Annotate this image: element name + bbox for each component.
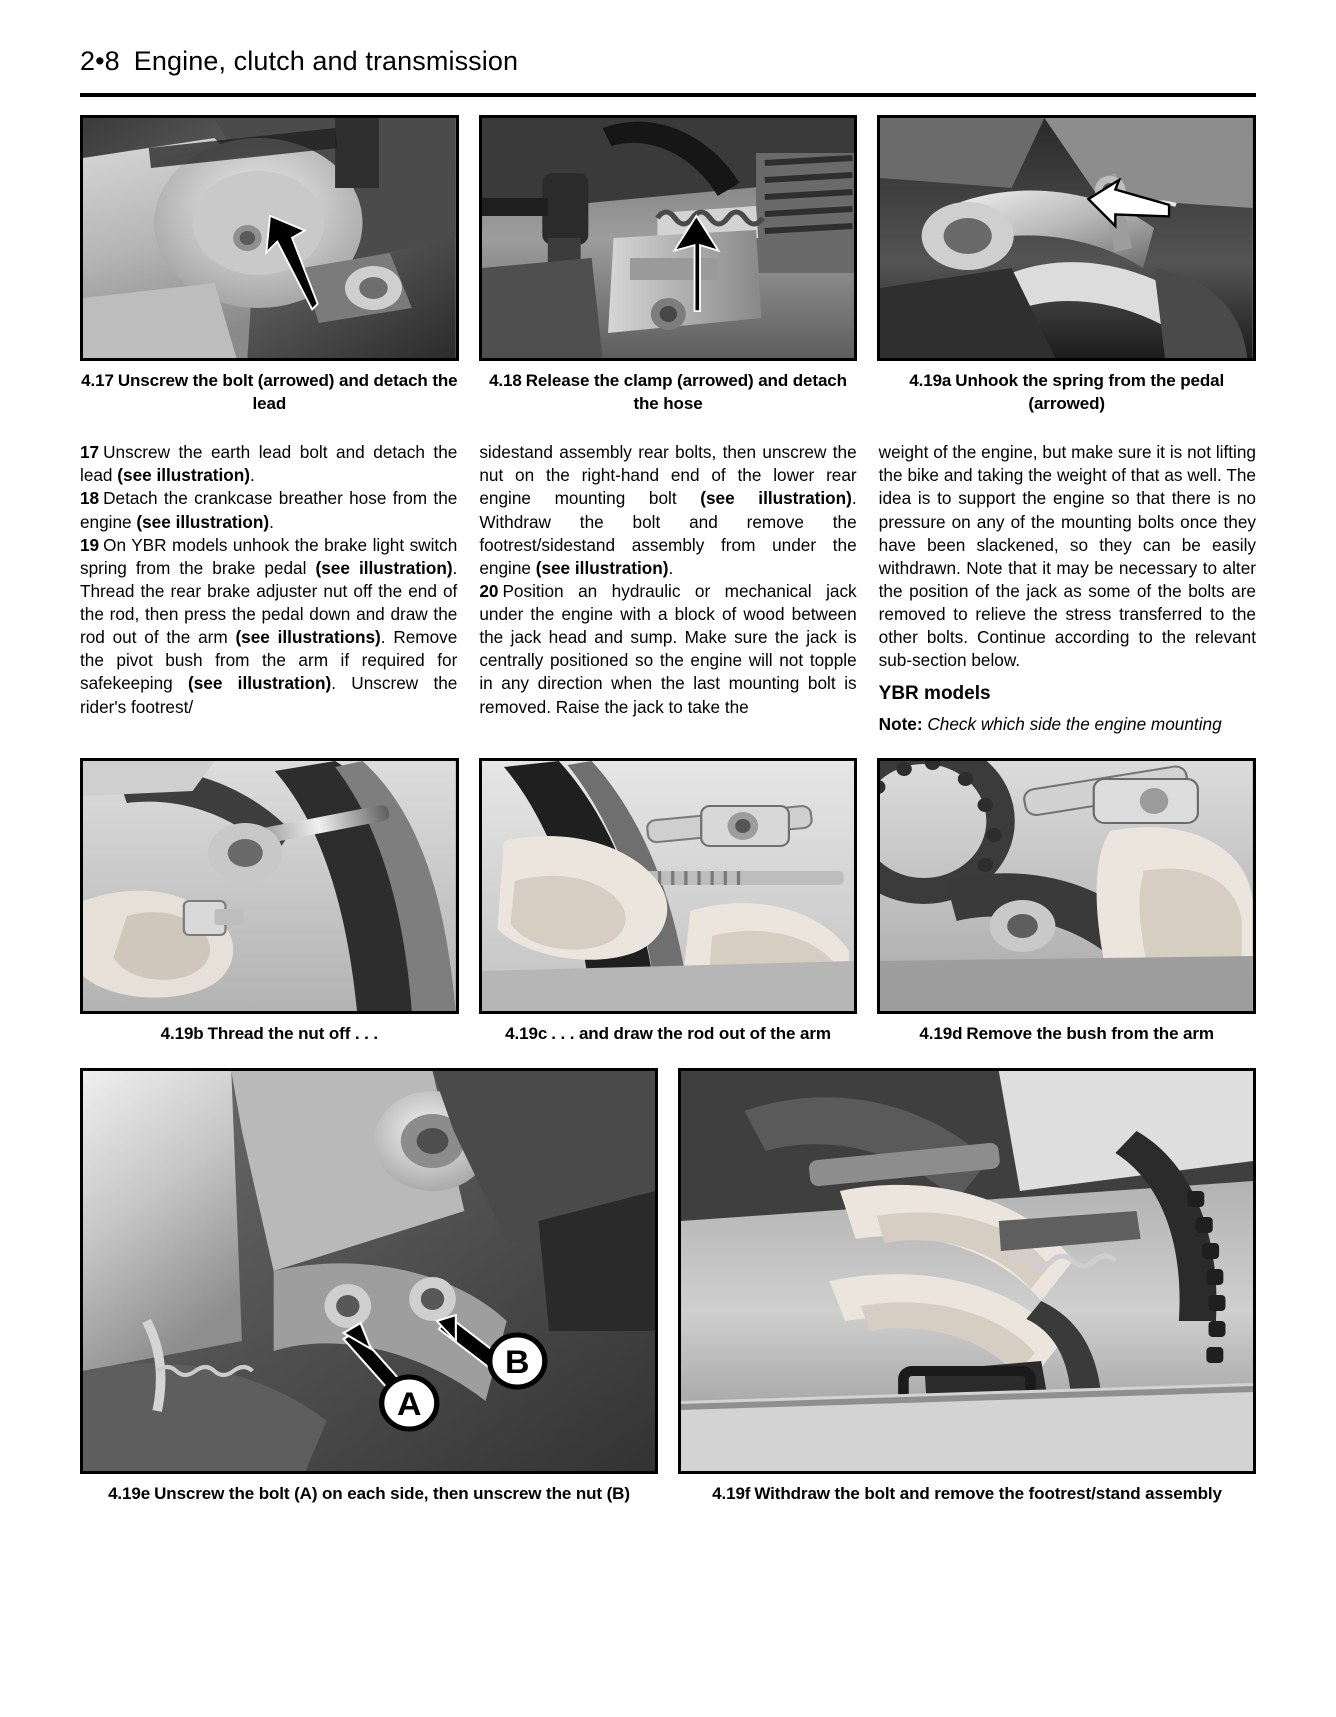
page-title: Engine, clutch and transmission [133, 46, 519, 76]
photo-4-19d [877, 758, 1256, 1014]
photo-4-17 [80, 115, 459, 361]
pointer-arrow-icon [661, 214, 728, 315]
photo-4-19a [877, 115, 1256, 361]
figure-caption-4-17 [80, 370, 459, 415]
photo-4-19b [80, 758, 459, 1014]
photo-image-4-19c [482, 761, 855, 1011]
figure-caption-4-19e [80, 1483, 658, 1506]
body-column-right [879, 441, 1256, 736]
paragraph-18-text: Detach the crankcase breather hose from the engine (see illustration). [80, 488, 458, 532]
figure-4-19b [80, 758, 459, 1046]
figure-4-19c [479, 758, 858, 1046]
figure-row-3 [80, 1068, 1256, 1506]
label-B: B [505, 1343, 530, 1380]
note-text: Check which side the engine mounting [927, 714, 1222, 735]
figure-caption-4-19c [479, 1023, 858, 1046]
page-header [80, 0, 1256, 77]
figure-caption-text-4-18: Release the clamp (arrowed) and detach the hose [525, 371, 847, 413]
figure-4-18 [479, 115, 858, 415]
figure-4-19d [877, 758, 1256, 1046]
body-text [80, 441, 1256, 736]
figure-4-19a [877, 115, 1256, 415]
photo-4-18 [479, 115, 858, 361]
subheading-ybr-models: YBR models [878, 683, 991, 705]
header-rule [80, 93, 1256, 97]
page-number: 2•8 [80, 46, 120, 76]
figure-caption-4-19a [877, 370, 1256, 415]
photo-4-19e [80, 1068, 658, 1474]
figure-row-1 [80, 115, 1256, 415]
step-number-18: 18 [80, 488, 100, 509]
paragraph-20-continued-text: weight of the engine, but make sure it is not lifting the bike and taking the weight of that as well. The idea is to support the engine so that there is no pressure on any of the mounting bolts once they have been slackened, so they can be easily withdrawn. Note that it may be necessary to alter the position of the jack as some of the bolts are removed to relieve the stress transferred to the other bolts. Continue according to the relevant sub-section below. [878, 442, 1256, 671]
pointer-arrow-icon [1085, 178, 1174, 236]
figure-4-17 [80, 115, 459, 415]
photo-image-4-19e [83, 1071, 655, 1471]
figure-row-2 [80, 758, 1256, 1046]
figure-4-19f [678, 1068, 1256, 1506]
step-number-17: 17 [80, 442, 100, 463]
photo-image-4-19a [880, 118, 1253, 358]
paragraph-17-text: Unscrew the earth lead bolt and detach the lead (see illustration). [80, 442, 458, 486]
figure-caption-4-19f [678, 1483, 1256, 1506]
body-column-middle [479, 441, 856, 736]
paragraph-19 [80, 534, 457, 719]
body-column-left [80, 441, 457, 736]
figure-number-4-19e: 4.19e [108, 1483, 151, 1503]
paragraph-20-continued [879, 441, 1256, 672]
paragraph-19-text: On YBR models unhook the brake light switch spring from the brake pedal (see illustration). Thread the rear brake adjuster nut off the end of the rod, then press the pedal down and draw the rod out of the arm (see illustrations). Remove the pivot bush from the arm if required for safekeeping (see illustration). Unscrew the rider's footrest/ [80, 534, 458, 717]
paragraph-17 [80, 441, 457, 487]
photo-4-19f [678, 1068, 1256, 1474]
figure-number-4-19c: 4.19c [505, 1024, 548, 1044]
figure-caption-text-4-19f: Withdraw the bolt and remove the footrest/stand assembly [754, 1483, 1222, 1503]
figure-caption-4-18 [479, 370, 858, 415]
figure-number-4-19f: 4.19f [712, 1483, 751, 1503]
note-line [879, 713, 1256, 736]
figure-number-4-19d: 4.19d [919, 1024, 963, 1044]
figure-caption-4-19d [877, 1023, 1256, 1046]
figure-caption-text-4-19b: Thread the nut off . . . [207, 1024, 379, 1044]
paragraph-19-continued-text: sidestand assembly rear bolts, then unscrew the nut on the right-hand end of the lower rear engine mounting bolt (see illustration). Withdraw the bolt and remove the footrest/sidestand assembly from under the engine (see illustration). [479, 442, 857, 578]
figure-number-4-19a: 4.19a [909, 371, 952, 390]
figure-caption-text-4-19e: Unscrew the bolt (A) on each side, then unscrew the nut (B) [154, 1483, 630, 1503]
photo-image-4-19f [681, 1071, 1253, 1471]
figure-caption-text-4-19d: Remove the bush from the arm [966, 1024, 1214, 1044]
photo-image-4-19b [83, 761, 456, 1011]
figure-caption-text-4-19c: . . . and draw the rod out of the arm [551, 1024, 831, 1044]
paragraph-20 [479, 580, 856, 719]
note-label: Note: [878, 714, 923, 735]
figure-caption-4-19b [80, 1023, 459, 1046]
paragraph-20-text: Position an hydraulic or mechanical jack under the engine with a block of wood between the jack head and sump. Make sure the jack is centrally positioned so the engine will not topple in any direction when the last mounting bolt is removed. Raise the jack to take the [479, 580, 857, 717]
paragraph-18 [80, 487, 457, 533]
paragraph-19-continued [479, 441, 856, 580]
figure-number-4-18: 4.18 [489, 371, 522, 390]
pointer-arrow-icon [251, 214, 333, 315]
figure-caption-text-4-19a: Unhook the spring from the pedal (arrowed) [955, 371, 1225, 413]
step-number-19: 19 [80, 534, 100, 555]
figure-4-19e [80, 1068, 658, 1506]
step-number-20: 20 [479, 580, 499, 601]
figure-number-4-19b: 4.19b [160, 1024, 204, 1044]
figure-caption-text-4-17: Unscrew the bolt (arrowed) and detach the lead [117, 371, 458, 413]
label-A: A [397, 1385, 422, 1422]
figure-number-4-17: 4.17 [81, 371, 114, 390]
photo-image-4-19d [880, 761, 1253, 1011]
photo-4-19c [479, 758, 858, 1014]
